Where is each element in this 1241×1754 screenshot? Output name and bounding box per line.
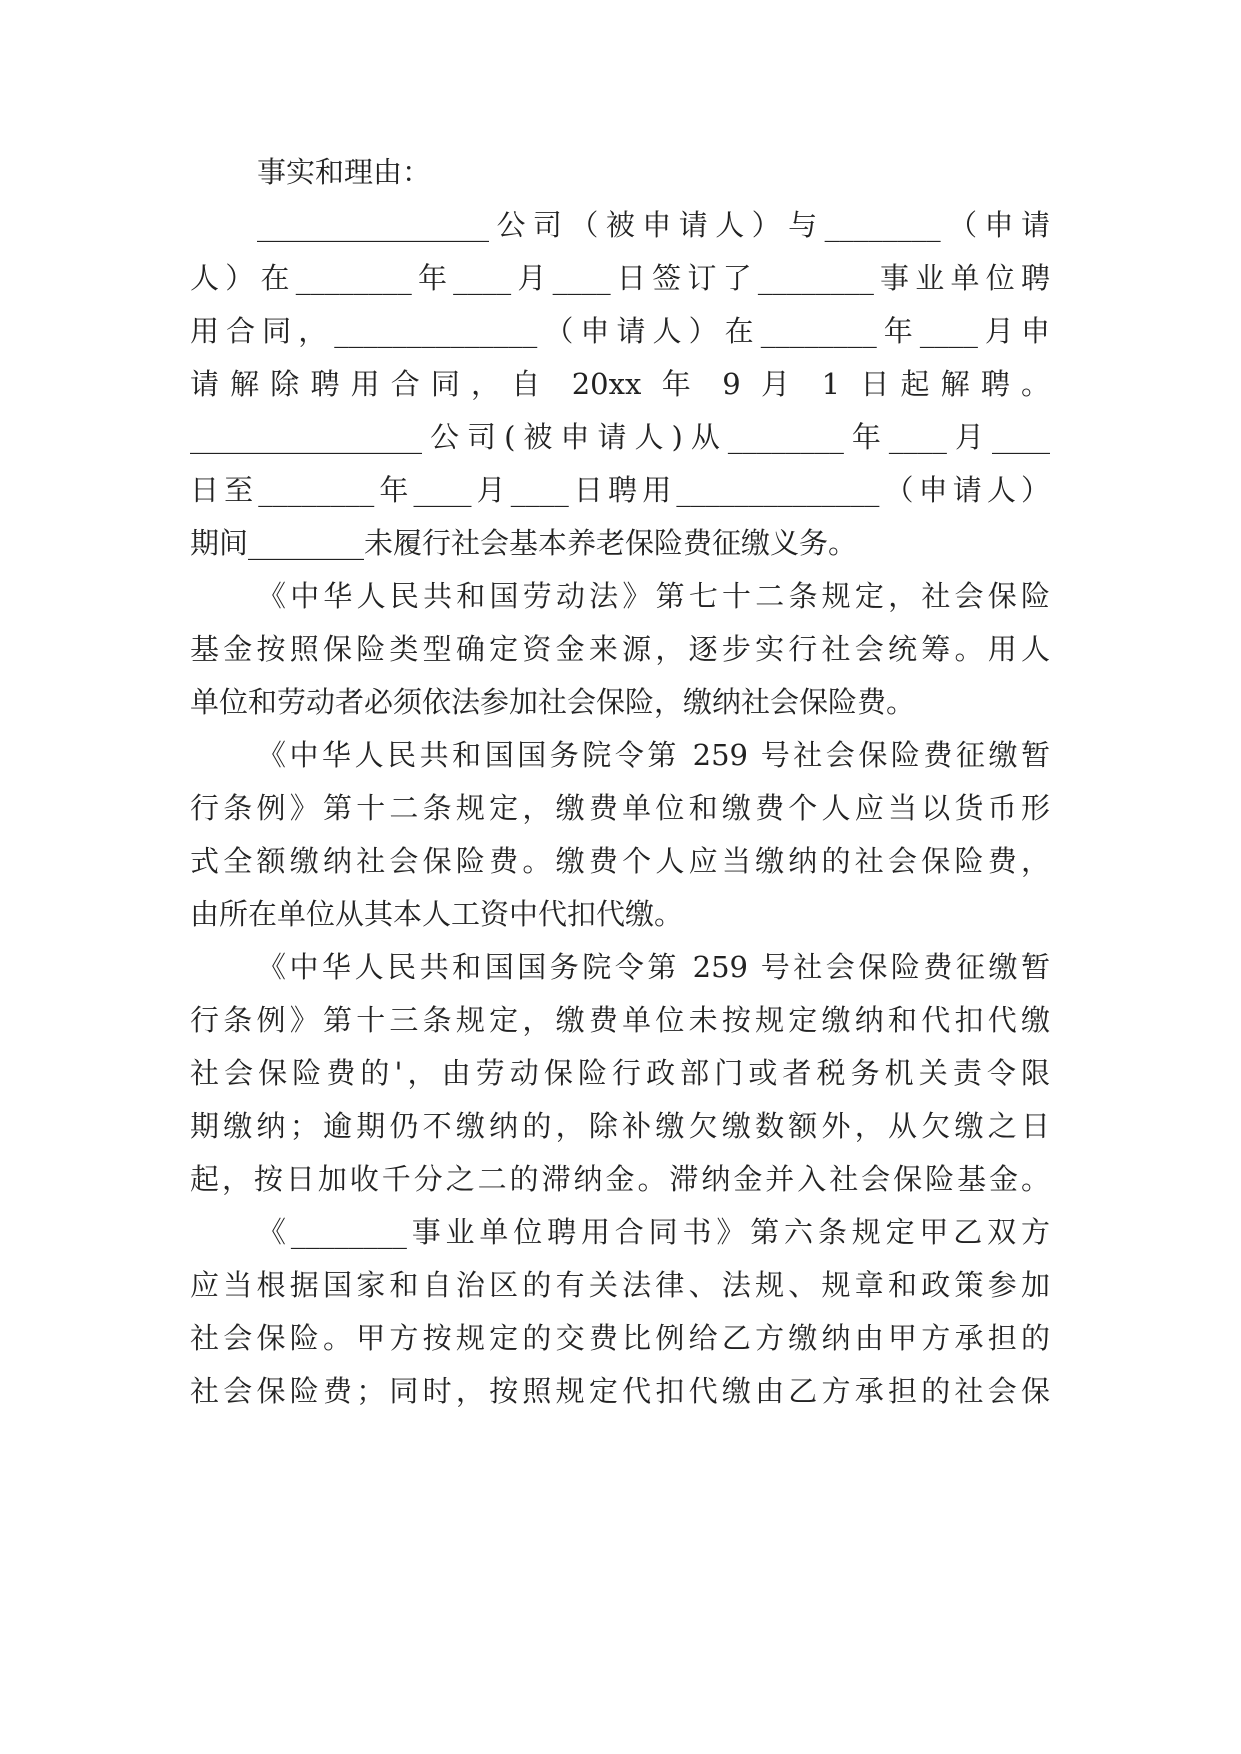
text-line: 《________事业单位聘用合同书》第六条规定甲乙双方 [257,1215,1050,1249]
section-heading: 事实和理由： [257,155,432,189]
text-line: 期间________未履行社会基本养老保险费征缴义务。 [190,526,858,560]
text-line: 行条例》第十三条规定，缴费单位未按规定缴纳和代扣代缴 [190,1003,1050,1037]
text-line: 期缴纳；逾期仍不缴纳的，除补缴欠缴数额外，从欠缴之日 [190,1109,1050,1143]
text-line: ________________公司（被申请人）与________（申请 [257,208,1050,242]
text-line: 基金按照保险类型确定资金来源，逐步实行社会统筹。用人 [190,632,1050,666]
text-line: 用合同，______________（申请人）在________年____月申 [190,314,1050,348]
text-line: 单位和劳动者必须依法参加社会保险，缴纳社会保险费。 [190,685,916,719]
text-line: 社会保险费；同时，按照规定代扣代缴由乙方承担的社会保 [190,1374,1050,1408]
text-line: 式全额缴纳社会保险费。缴费个人应当缴纳的社会保险费， [190,844,1050,878]
text-line: 社会保险。甲方按规定的交费比例给乙方缴纳由甲方承担的 [190,1321,1050,1355]
text-line: 应当根据国家和自治区的有关法律、法规、规章和政策参加 [190,1268,1050,1302]
text-line: 行条例》第十二条规定，缴费单位和缴费个人应当以货币形 [190,791,1050,825]
text-line: 社会保险费的'，由劳动保险行政部门或者税务机关责令限 [190,1056,1050,1090]
text-line: 起，按日加收千分之二的滞纳金。滞纳金并入社会保险基金。 [190,1162,1050,1196]
text-line: 由所在单位从其本人工资中代扣代缴。 [190,897,684,931]
text-line: 请解除聘用合同，自 20xx 年 9 月 1 日起解聘。 [190,367,1050,401]
text-line: 人）在________年____月____日签订了________事业单位聘 [190,261,1050,295]
text-line: 《中华人民共和国国务院令第 259 号社会保险费征缴暂 [257,950,1050,984]
text-line: 《中华人民共和国劳动法》第七十二条规定，社会保险 [257,579,1050,613]
text-line: 《中华人民共和国国务院令第 259 号社会保险费征缴暂 [257,738,1050,772]
text-line: 日至________年____月____日聘用______________（申请人） [190,473,1050,507]
text-line: ________________公司(被申请人)从________年____月____ [190,420,1050,454]
